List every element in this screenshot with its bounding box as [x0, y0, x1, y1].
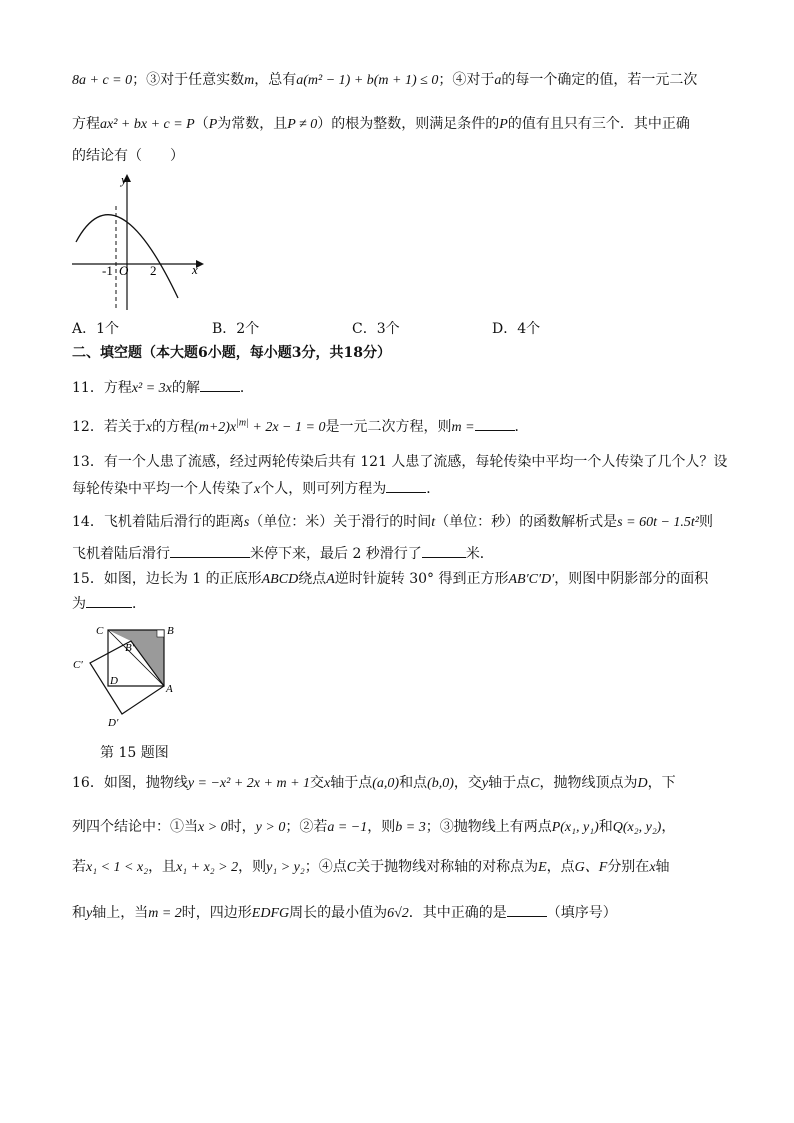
text: 分别在 — [607, 859, 650, 875]
text: 的方程 — [152, 419, 195, 435]
rotated-square-figure — [70, 618, 180, 738]
text: ）的根为整数，则满足条件的 — [317, 116, 500, 132]
q11 — [72, 377, 254, 399]
var: x — [145, 420, 153, 435]
text: （填序号） — [546, 905, 617, 921]
text: 轴于点 — [330, 775, 373, 791]
q10-line-1 — [72, 70, 697, 91]
text: 飞机着陆后滑行 — [72, 546, 170, 562]
var: y — [86, 906, 93, 921]
formula: (b,0) — [427, 776, 454, 791]
q15-line-2 — [72, 593, 146, 614]
answer-blank — [200, 377, 240, 392]
formula: + 2x − 1 = 0 — [248, 420, 326, 435]
text: 轴上，当 — [92, 905, 149, 921]
q16-line-2 — [72, 817, 675, 838]
q12 — [72, 416, 529, 438]
label-C: C — [96, 625, 104, 637]
text: 每轮传染中平均一个人传染了 — [72, 481, 254, 497]
answer-blank — [507, 902, 547, 917]
formula: m = 2 — [148, 906, 182, 921]
var: P — [499, 117, 508, 132]
label-A: A — [166, 683, 173, 695]
q14-line-2 — [72, 543, 494, 564]
option-c: C．3个 — [352, 321, 400, 337]
formula: P ≠ 0 — [287, 117, 318, 132]
formula: (m+2)x — [194, 420, 237, 435]
q16-line-1 — [72, 773, 676, 794]
formula: y = −x² + 2x + m + 1 — [187, 776, 311, 791]
text: 逆时针旋转 30° 得到正方形 — [334, 571, 509, 587]
text: 和 — [72, 905, 86, 921]
text: 的值有且只有三个．其中正确 — [507, 116, 690, 132]
text: ；④点 — [304, 859, 347, 875]
formula: 6√2 — [387, 906, 409, 921]
var: A — [326, 572, 335, 587]
text: 时，四边形 — [181, 905, 252, 921]
right-angle-mark — [157, 630, 164, 637]
var: EDFG — [251, 906, 290, 921]
text: （ — [194, 116, 209, 132]
y-axis-label: y — [121, 172, 127, 187]
q13-line-1: 13．有一个人患了流感，经过两轮传染后共有 121 人患了流感，每轮传染中平均一个人传染了几个人？设 — [72, 454, 728, 470]
label-Cp: C′ — [73, 659, 83, 671]
section-heading: 二、填空题（本大题6小题，每小题3分，共18分） — [72, 345, 391, 361]
var: G、F — [574, 860, 608, 875]
formula: a(m² − 1) + b(m + 1) ≤ 0 — [296, 73, 439, 88]
text: 列四个结论中：①当 — [72, 819, 198, 835]
text: 米停下来，最后 2 秒滑行了 — [250, 546, 422, 562]
text: 和点 — [399, 775, 428, 791]
text: ；②若 — [285, 819, 328, 835]
var: t — [431, 515, 436, 530]
text: 关于抛物线对称轴的对称点为 — [356, 859, 539, 875]
x-axis-label: x — [192, 262, 198, 277]
formula: m = — [451, 420, 475, 435]
var: a — [494, 73, 502, 88]
text: ． — [132, 596, 146, 612]
text: 为 — [72, 596, 86, 612]
var: s — [243, 515, 250, 530]
text: ，点 — [546, 859, 575, 875]
text: 周长的最小值为 — [289, 905, 388, 921]
answer-blank — [170, 543, 250, 558]
origin-label: O — [119, 263, 129, 278]
formula: x² = 3x — [131, 381, 172, 396]
q15-line-1 — [72, 569, 708, 590]
option-d: D．4个 — [492, 321, 541, 337]
answer-blank — [386, 478, 426, 493]
label-D: D — [110, 675, 118, 687]
text: 16．如图，抛物线 — [72, 775, 188, 791]
formula: b = 3 — [395, 820, 426, 835]
text: （单位：米）关于滑行的时间 — [249, 514, 432, 530]
var: D — [637, 776, 648, 791]
var: x — [649, 860, 656, 875]
q10-line-2 — [72, 114, 690, 135]
parabola-graph — [70, 172, 210, 312]
tick-label-neg1: -1 — [102, 263, 113, 278]
q16-line-4 — [72, 902, 617, 924]
text: （单位：秒）的函数解析式是 — [435, 514, 618, 530]
exponent: |m| — [236, 417, 249, 429]
text: 轴于点 — [488, 775, 531, 791]
text: 交 — [310, 775, 325, 791]
var: P — [208, 117, 218, 132]
text: 为常数，且 — [217, 116, 288, 132]
text: ， — [661, 819, 676, 835]
formula: x₁ + x₂ > 2 — [176, 860, 239, 875]
text: 和 — [598, 819, 613, 835]
formula: x₁ < 1 < x₂ — [86, 860, 149, 875]
text: 的每一个确定的值，若一元二次 — [501, 72, 698, 88]
text: ；③对于任意实数 — [132, 72, 245, 88]
text: 方程 — [72, 116, 100, 132]
text: ，且 — [148, 859, 177, 875]
formula: y > 0 — [255, 820, 286, 835]
answer-blank — [475, 416, 515, 431]
text: ，则 — [367, 819, 396, 835]
text: ．其中正确的是 — [408, 905, 507, 921]
formula: (a,0) — [372, 776, 400, 791]
text: 轴 — [655, 859, 670, 875]
text: ，则图中阴影部分的面积 — [554, 571, 709, 587]
text: 11．方程 — [72, 380, 132, 396]
q14-line-1 — [72, 512, 713, 533]
var: C — [530, 776, 540, 791]
text: 的解 — [171, 380, 200, 396]
text: 时， — [227, 819, 256, 835]
text: ． — [239, 380, 254, 396]
var: x — [324, 776, 331, 791]
formula: 8a + c = 0 — [72, 73, 133, 88]
text: ． — [426, 481, 441, 497]
text: 米． — [465, 546, 494, 562]
formula: ax² + bx + c = P — [100, 117, 195, 132]
text: 绕点 — [298, 571, 327, 587]
q13-line-2 — [72, 478, 440, 500]
formula: P(x₁, y₁) — [551, 820, 599, 835]
text: 的结论有（ ） — [72, 148, 184, 164]
var: y — [481, 776, 489, 791]
text: 14．飞机着陆后滑行的距离 — [72, 514, 244, 530]
formula: s = 60t − 1.5t² — [617, 515, 699, 530]
text: ． — [514, 419, 529, 435]
tick-label-2: 2 — [150, 263, 157, 278]
option-a: A．1个 — [72, 321, 120, 337]
var: ABCD — [261, 572, 299, 587]
option-b: B．2个 — [212, 321, 260, 337]
figure-caption: 第 15 题图 — [100, 745, 169, 761]
label-B: B — [167, 625, 174, 637]
var: E — [538, 860, 547, 875]
var: x — [254, 482, 261, 497]
text: 则 — [699, 514, 713, 530]
text: 15．如图，边长为 1 的正底形 — [72, 571, 262, 587]
text: ，则 — [238, 859, 267, 875]
text: 是一元二次方程，则 — [325, 419, 452, 435]
formula: a = −1 — [327, 820, 368, 835]
text: 个人，则可列方程为 — [260, 481, 387, 497]
formula: x > 0 — [198, 820, 228, 835]
q16-line-3 — [72, 857, 670, 878]
formula: y₁ > y₂ — [266, 860, 305, 875]
text: ；④对于 — [438, 72, 495, 88]
label-Dp: D′ — [108, 717, 119, 729]
text: ，总有 — [254, 72, 297, 88]
var: AB′C′D′ — [508, 572, 555, 587]
text: ，下 — [647, 775, 676, 791]
text: ，抛物线顶点为 — [539, 775, 638, 791]
answer-blank — [422, 543, 466, 558]
label-Bp: B′ — [125, 642, 135, 654]
var: C — [346, 860, 357, 875]
text: 12．若关于 — [72, 419, 146, 435]
answer-blank — [86, 593, 132, 608]
text: ，交 — [453, 775, 482, 791]
text: 若 — [72, 859, 86, 875]
var: m — [244, 73, 255, 88]
formula: Q(x₂, y₂) — [612, 820, 662, 835]
q10-line-3 — [72, 146, 184, 166]
text: ；③抛物线上有两点 — [425, 819, 552, 835]
